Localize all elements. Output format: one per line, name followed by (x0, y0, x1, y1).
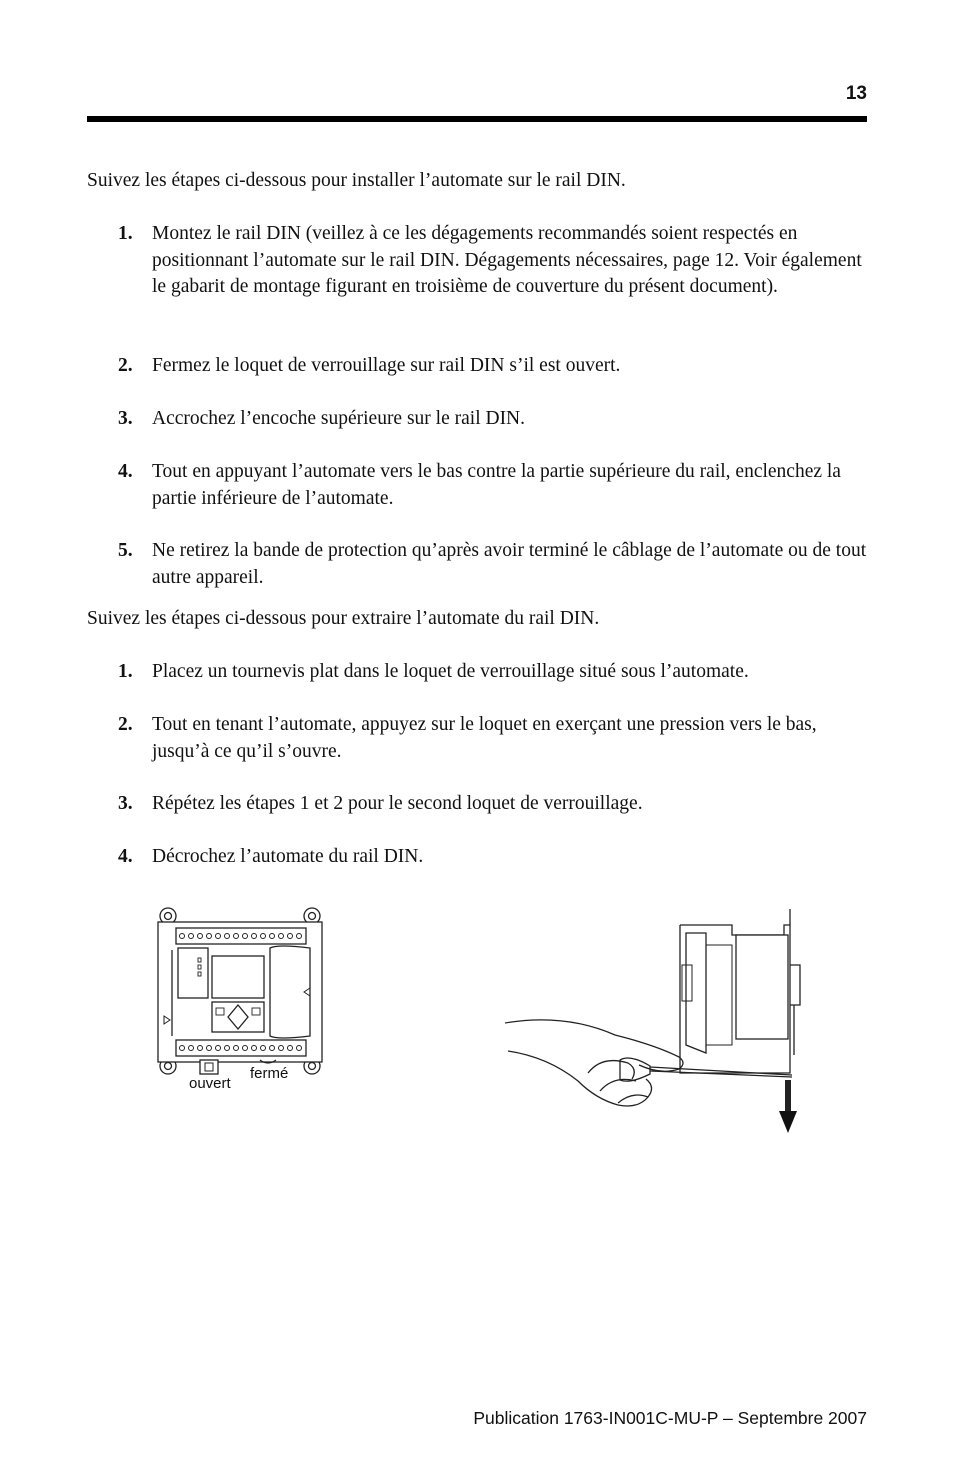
step-number: 3. (118, 408, 133, 429)
label-open: ouvert (189, 1075, 231, 1092)
step-text: Placez un tournevis plat dans le loquet de verrouillage situé sous l’automate. (152, 661, 749, 682)
step-number: 5. (118, 540, 133, 561)
install-step-4 (118, 459, 878, 512)
publication-footer: Publication 1763-IN001C-MU-P – Septembre 2007 (473, 1408, 867, 1428)
step-text: Accrochez l’encoche supérieure sur le rail DIN. (152, 408, 526, 429)
step-text: Montez le rail DIN (veillez à ce les dégagements recommandés soient respectés en positionnant l’automate sur le rail DIN. Dégagements nécessaires, page 12. Voir également le gabarit de montage figurant en troisième de couverture du présent document). (152, 223, 862, 297)
step-number: 2. (118, 714, 133, 735)
step-number: 1. (118, 223, 133, 244)
step-text: Répétez les étapes 1 et 2 pour le second loquet de verrouillage. (152, 793, 643, 814)
step-text: Tout en appuyant l’automate vers le bas contre la partie supérieure du rail, enclenchez la partie inférieure de l’automate. (152, 461, 841, 509)
header-rule (87, 116, 867, 122)
install-step-5 (118, 538, 878, 591)
remove-step-2 (118, 712, 878, 765)
step-number: 4. (118, 846, 133, 867)
label-closed: fermé (250, 1065, 289, 1082)
install-intro: Suivez les étapes ci-dessous pour installer l’automate sur le rail DIN. (87, 170, 626, 191)
step-text: Ne retirez la bande de protection qu’après avoir terminé le câblage de l’automate ou de tout autre appareil. (152, 540, 867, 588)
step-text: Tout en tenant l’automate, appuyez sur le loquet en exerçant une pression vers le bas, jusqu’à ce qu’il s’ouvre. (152, 714, 817, 762)
remove-intro: Suivez les étapes ci-dessous pour extraire l’automate du rail DIN. (87, 608, 600, 629)
step-number: 3. (118, 793, 133, 814)
step-text: Fermez le loquet de verrouillage sur rail DIN s’il est ouvert. (152, 355, 621, 376)
install-step-2 (118, 353, 878, 380)
remove-step-3 (118, 791, 878, 818)
step-text: Décrochez l’automate du rail DIN. (152, 846, 424, 867)
step-number: 1. (118, 661, 133, 682)
removal-illustration (500, 905, 810, 1140)
controller-front-illustration (150, 900, 330, 1085)
install-step-1 (118, 221, 878, 301)
page-number: 13 (845, 83, 867, 104)
remove-step-1 (118, 659, 878, 686)
step-number: 4. (118, 461, 133, 482)
install-step-3 (118, 406, 878, 433)
remove-step-4 (118, 844, 878, 871)
step-number: 2. (118, 355, 133, 376)
